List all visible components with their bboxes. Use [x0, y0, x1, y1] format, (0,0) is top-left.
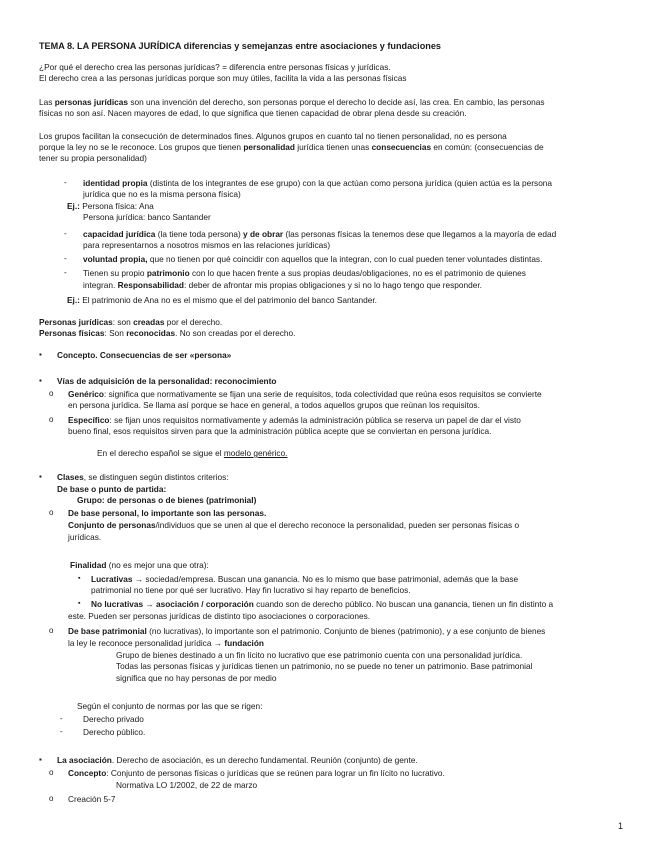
paragraph-1-line-2: físicas no son así. Nacen mayores de edad, lo que significa que tienen capacidad de obrar plena desde su creación. [39, 108, 467, 118]
paragraph-2-line-1: Los grupos facilitan la consecución de determinados fines. Algunos grupos en cuanto tal no tienen personalidad, no es persona [39, 131, 507, 141]
def-personas-juridicas: Personas jurídicas: son creadas por el derecho. [39, 317, 223, 327]
section-asociacion: La asociación. Derecho de asociación, es un derecho fundamental. Reunión (conjunto) de gente. [57, 755, 418, 765]
dash-bullet: - [64, 254, 67, 263]
normas-heading: Según el conjunto de normas por las que se rigen: [77, 701, 263, 711]
derecho-publico: Derecho público. [83, 727, 146, 737]
square-bullet: ▪ [39, 376, 42, 385]
example-1: Ej.: Persona física: Ana [67, 201, 154, 211]
derecho-privado: Derecho privado [83, 714, 144, 724]
square-bullet: ▪ [78, 575, 81, 582]
paragraph-2-line-2: porque la ley no se le reconoce. Los grupos que tienen personalidad jurídica tienen unas consecuencias en común: (consecuencias de [39, 142, 544, 152]
square-bullet: ▪ [78, 600, 81, 607]
example-1-cont: Persona jurídica: banco Santander [83, 212, 211, 222]
base-personal: De base personal, lo importante son las personas. [68, 508, 267, 518]
dash-bullet: - [64, 268, 67, 277]
paragraph-2-line-3: tener su propia personalidad) [39, 153, 147, 163]
dash-bullet: - [64, 229, 67, 238]
example-2: Ej.: El patrimonio de Ana no es el mismo que el del patrimonio del banco Santander. [67, 295, 377, 305]
section-concepto: Concepto. Consecuencias de ser «persona» [57, 350, 232, 360]
finalidad: Finalidad (no es mejor una que otra): [70, 560, 209, 570]
circle-bullet: o [49, 794, 54, 803]
list-item-patrimonio-cont: integran. Responsabilidad: deber de afrontar mis propias obligaciones y si no lo hago tengo que responder. [83, 280, 482, 290]
lucrativas-cont: patrimonial no tiene por qué ser lucrativo. Hay fin lucrativo si hay reparto de beneficios. [91, 585, 411, 595]
document-title: TEMA 8. LA PERSONA JURÍDICA diferencias y semejanzas entre asociaciones y fundaciones [39, 41, 441, 51]
base-patrimonial: De base patrimonial (no lucrativas), lo importante son el patrimonio. Conjunto de bienes (patrimonio), y a ese conjunto de bienes [68, 626, 546, 636]
dash-bullet: - [60, 727, 63, 736]
page-number: 1 [617, 821, 623, 831]
asociacion-normativa: Normativa LO 1/2002, de 22 de marzo [116, 780, 258, 790]
asociacion-creacion: Creación 5-7 [68, 794, 116, 804]
conjunto-personas-cont: jurídicas. [68, 532, 102, 542]
square-bullet: ▪ [39, 350, 42, 359]
circle-bullet: o [49, 508, 54, 517]
no-lucrativas: No lucrativas → asociación / corporación cuando son de derecho público. No buscan una ganancia, tienen un fin distinto a [91, 599, 554, 609]
base-patrimonial-cont: la ley le reconoce personalidad jurídica → fundación [68, 638, 264, 648]
list-item-capacidad: capacidad jurídica (la tiene toda persona) y de obrar (las personas físicas la tenemos dese que llegamos a la mayoría de edad [83, 229, 557, 239]
via-especifico: Específico: se fijan unos requisitos normativamente y además la administración pública se reserva un papel de dar el visto [68, 415, 521, 425]
dash-bullet: - [60, 714, 63, 723]
list-item-identidad-cont: jurídica que no es la misma persona física) [83, 189, 241, 199]
note-modelo: En el derecho español se sigue el modelo genérico. [97, 448, 288, 458]
clases-base: De base o punto de partida: [57, 484, 167, 494]
square-bullet: ▪ [39, 472, 42, 481]
paragraph-1-line-1: Las personas jurídicas son una invención del derecho, son personas porque el derecho lo decide así, las crea. En cambio, las personas [39, 97, 545, 107]
section-vias: Vías de adquisición de la personalidad: reconocimiento [57, 376, 277, 386]
fundacion-def-1: Grupo de bienes destinado a un fin lícito no lucrativo que ese patrimonio cuenta con una personalidad jurídica. [116, 650, 523, 660]
dash-bullet: - [64, 178, 67, 187]
section-clases: Clases, se distinguen según distintos criterios: [57, 472, 229, 482]
intro-answer: El derecho crea a las personas jurídicas porque son muy útiles, facilita la vida a las personas físicas [39, 73, 407, 83]
circle-bullet: o [49, 768, 54, 777]
via-generico: Genérico: significa que normativamente se fijan una serie de requisitos, toda colectividad que reúna esos requisitos se convierte [68, 389, 542, 399]
list-item-voluntad: voluntad propia, que no tienen por qué coincidir con aquellos que la integran, con lo cual pueden tener voluntades distintas. [83, 254, 543, 264]
circle-bullet: o [49, 626, 54, 635]
via-especifico-cont: bueno final, esos requisitos sirven para que la administración pública acepte que se conviertan en persona jurídica. [68, 426, 492, 436]
fundacion-def-3: significa que no hay personas de por medio [116, 673, 277, 683]
no-lucrativas-cont: este. Pueden ser personas jurídicas de distinto tipo asociaciones o corporaciones. [68, 611, 371, 621]
lucrativas: Lucrativas → sociedad/empresa. Buscan una ganancia. No es lo mismo que base patrimonial, además que la base [91, 574, 519, 584]
clases-grupo: Grupo: de personas o de bienes (patrimonial) [77, 495, 257, 505]
list-item-capacidad-cont: para representarnos a nosotros mismos en las relaciones jurídicas) [83, 240, 331, 250]
circle-bullet: o [49, 389, 54, 398]
intro-question: ¿Por qué el derecho crea las personas jurídicas? = diferencia entre personas físicas y jurídicas. [39, 62, 391, 72]
conjunto-personas: Conjunto de personas/individuos que se unen al que el derecho reconoce la personalidad, pueden ser personas físicas o [68, 520, 520, 530]
square-bullet: ▪ [39, 755, 42, 764]
def-personas-fisicas: Personas físicas: Son reconocidas. No son creadas por el derecho. [39, 328, 296, 338]
asociacion-concepto: Concepto: Conjunto de personas físicas o jurídicas que se reúnen para lograr un fin lícito no lucrativo. [68, 768, 445, 778]
list-item-identidad: identidad propia (distinta de los integrantes de ese grupo) con la que actúan como persona jurídica (quien actúa es la persona [83, 178, 553, 188]
list-item-patrimonio: Tienen su propio patrimonio con lo que hacen frente a sus propias deudas/obligaciones, no es el patrimonio de quienes [83, 268, 526, 278]
fundacion-def-2: Todas las personas físicas y jurídicas tienen un patrimonio, no se puede no tener un patrimonio. Base patrimonial [116, 661, 533, 671]
circle-bullet: o [49, 415, 54, 424]
via-generico-cont: en persona jurídica. Se llama así porque se hace en general, a todos aquellos grupos que reúnan los requisitos. [68, 400, 480, 410]
